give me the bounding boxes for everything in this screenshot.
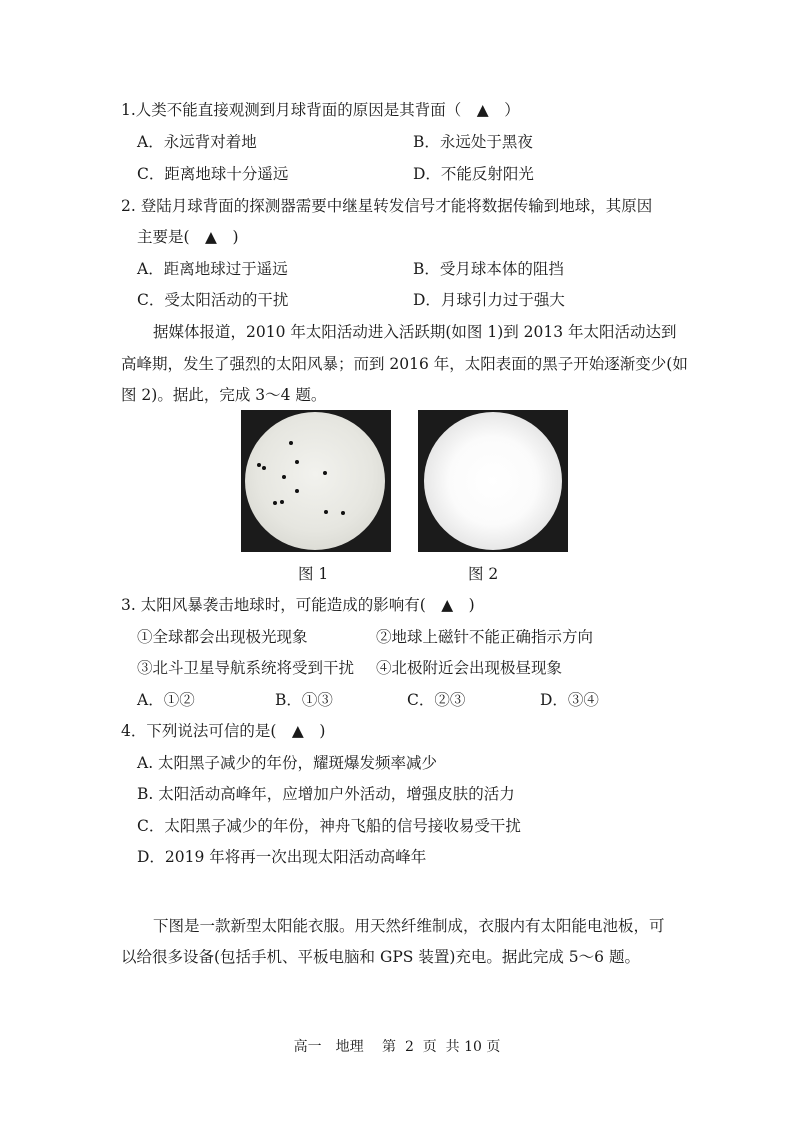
sunspot — [257, 463, 261, 467]
q3-option-a: A．①② — [137, 691, 195, 709]
q4-option-d: D．2019 年将再一次出现太阳活动高峰年 — [137, 848, 427, 866]
q4-stem: 4．下列说法可信的是( ▲ ) — [121, 722, 326, 740]
passage1-line3: 图 2)。据此，完成 3～4 题。 — [121, 386, 327, 404]
passage1-line1: 据媒体报道，2010 年太阳活动进入活跃期(如图 1)到 2013 年太阳活动达到 — [153, 323, 677, 341]
q2-option-c: C．受太阳活动的干扰 — [137, 291, 289, 309]
passage1-line2: 高峰期，发生了强烈的太阳风暴；而到 2016 年，太阳表面的黑子开始逐渐变少(如 — [121, 355, 688, 373]
q3-statement-1: ①全球都会出现极光现象 — [137, 628, 308, 646]
q4-option-b: B. 太阳活动高峰年，应增加户外活动，增强皮肤的活力 — [137, 785, 515, 803]
sun-disc — [424, 412, 562, 550]
sunspot — [280, 500, 284, 504]
figure-1-caption: 图 1 — [298, 565, 329, 583]
q2-stem-line2: 主要是( ▲ ) — [137, 228, 239, 246]
q3-statement-3: ③北斗卫星导航系统将受到干扰 — [137, 659, 355, 677]
sunspot — [282, 475, 286, 479]
q1-option-b: B．永远处于黑夜 — [413, 133, 533, 151]
q3-option-b: B．①③ — [275, 691, 333, 709]
passage2-line2: 以给很多设备(包括手机、平板电脑和 GPS 装置)充电。据此完成 5～6 题。 — [121, 948, 640, 966]
sunspot — [341, 511, 345, 515]
q1-option-d: D．不能反射阳光 — [413, 165, 534, 183]
q1-option-c: C．距离地球十分遥远 — [137, 165, 289, 183]
q2-option-b: B．受月球本体的阻挡 — [413, 260, 564, 278]
sunspot — [273, 501, 277, 505]
q3-option-c: C．②③ — [407, 691, 466, 709]
q2-option-d: D．月球引力过于强大 — [413, 291, 565, 309]
passage2-line1: 下图是一款新型太阳能衣服。用天然纤维制成，衣服内有太阳能电池板，可 — [153, 917, 665, 935]
sunspot — [323, 471, 327, 475]
q3-statement-4: ④北极附近会出现极昼现象 — [376, 659, 563, 677]
q3-stem: 3. 太阳风暴袭击地球时，可能造成的影响有( ▲ ) — [121, 596, 475, 614]
q3-statement-2: ②地球上磁针不能正确指示方向 — [376, 628, 594, 646]
sunspot — [289, 441, 293, 445]
sunspot — [295, 460, 299, 464]
figure-1-sunspots-image — [241, 410, 391, 552]
figure-2-caption: 图 2 — [468, 565, 499, 583]
sun-disc — [245, 412, 385, 550]
q2-stem-line1: 2. 登陆月球背面的探测器需要中继星转发信号才能将数据传输到地球，其原因 — [121, 197, 653, 215]
q2-option-a: A．距离地球过于遥远 — [137, 260, 288, 278]
sunspot — [262, 466, 266, 470]
q3-option-d: D．③④ — [540, 691, 599, 709]
q4-option-a: A. 太阳黑子减少的年份，耀斑爆发频率减少 — [137, 754, 438, 772]
q4-option-c: C．太阳黑子减少的年份，神舟飞船的信号接收易受干扰 — [137, 817, 521, 835]
q1-stem: 1.人类不能直接观测到月球背面的原因是其背面（ ▲ ） — [121, 101, 520, 119]
q1-option-a: A．永远背对着地 — [137, 133, 257, 151]
sunspot — [295, 489, 299, 493]
sunspot — [324, 510, 328, 514]
figure-2-sun-image — [418, 410, 568, 552]
page-footer: 高一 地理 第 2 页 共 10 页 — [293, 1039, 501, 1055]
